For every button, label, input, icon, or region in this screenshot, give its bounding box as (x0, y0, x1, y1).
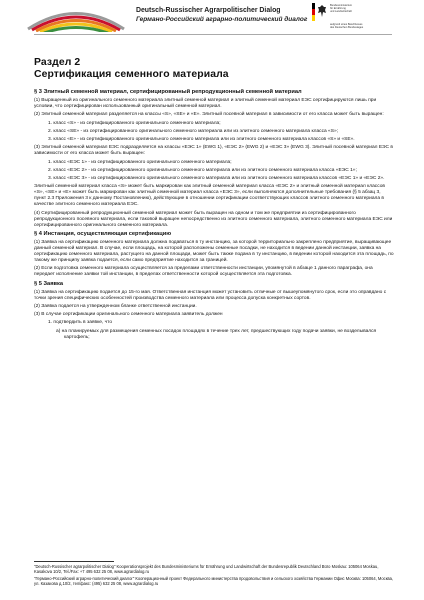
main-content (34, 57, 394, 343)
footer-line-de: "Deutsch-Russischer agrarpolitischer Dialog" Kooperationsprojekt des Bundesministeriums für Ernährung und Landwirtschaft der Bundesrepublik Deutschland Büro Moskau: 105064 Moskau, Kasakova 10/2, Tel./Fax: +7 495 632 25 08, www.agrardialog.ru (34, 564, 379, 575)
paragraph-heading: § 3 Элитный семенной материал, сертифицированный репродукционный семенной материал (34, 89, 302, 95)
paragraph: (1) Заявка на сертификацию семенного материала должна подаваться в ту инстанцию, за которой территориально закреплено предприятие, выращивающее данный семенной материал. В случае, если площадь, на которой расположены семенные посадки, не находится в ведении данной инстанции, заявка на сертификацию семенного материала, растущего на данной площади, может быть также подана в ту инстанцию, в ведении которой находится эта площадь, по такому же принципу заявка подается, если само предприятие находится за границей. (34, 239, 394, 264)
ministry-line-3: und Landwirtschaft (330, 10, 352, 13)
list-item: 1. подтвердить в заявке, что (48, 320, 113, 326)
eagle-icon (317, 4, 327, 18)
list-item: а) на планируемых для размещения семенных посадок площадях в течение трех лет, предшествующих году подачи заявки, не возделывался картофель; (56, 328, 377, 340)
paragraph-heading: § 4 Инстанция, осуществляющая сертификацию (34, 230, 172, 237)
section-subtitle: Сертификация семенного материала (34, 69, 229, 80)
header-title-de: Deutsch-Russischer Agrarpolitischer Dialog (136, 7, 281, 14)
paragraph: (2) Элитный семенной материал разделяется на классы «S», «SE» и «E». Элитный посевной материал в зависимости от его класса может быть выращен: (34, 112, 384, 118)
page-header (0, 0, 424, 34)
page-footer (34, 564, 394, 588)
footer-line-ru: "Германо-Российский аграрно-политический диалог" Кооперационный проект Федерального министерства продовольствия и сельского хозяйства Германии Офис Москва: 105064, Москва, ул. Казакова д.10/2, тел/факс: (495) 632 25 08, www.agrardialog.ru (34, 576, 394, 587)
paragraph: (2) Заявка подается на утвержденном бланке ответственной инстанции. (34, 303, 197, 309)
commission-line-2: des Deutschen Bundestages (330, 26, 364, 29)
list-item: 2. класс «SE» - из сертифицированного оригинального семенного материала или из элитного семенного материала класса «S»; (48, 128, 339, 134)
header-divider (34, 34, 392, 35)
list-item: 2. класс «ЕЭС 2» - из сертифицированного оригинального семенного материала или из элитного семенного материала класса «ЕЭС 1»; (48, 167, 357, 173)
paragraph: (2) Если подготовка семенного материала осуществляется за пределами ответственности инстанции, упомянутой в абзаце 1 данного параграфа, она передает исполнение заявки той инстанции, в пределах ответственности которой осуществляется эта подготовка. (34, 266, 373, 278)
list-item: 1. класс «ЕЭС 1» - из сертифицированного оригинального семенного материала; (48, 159, 232, 165)
dialog-logo (24, 2, 128, 32)
paragraph: (1) Выращенный из оригинального семенного материала элитный семенной материал и элитный семенной материал ЕЭС сертифицируются лишь при условии, что сертифицирован использованный оригинальный семенной материал. (34, 98, 377, 110)
paragraph: (3) В случае сертификации оригинального семенного материала заявитель должен (34, 312, 223, 318)
ministry-logo (312, 3, 404, 33)
paragraph: Элитный семенной материал класса «S» может быть маркирован как элитный семенной материал класса «ЕЭС 2» и элитный семенной материал классов «S», «SE» и «E» может быть маркирован как элитный семенной материал класса «ЕЭС 3», если выполняются дополнительные требования (§ 5 абзац 3, пункт 2.3 Приложения 3 к данному Постановлению), действующие в отношении сертификации соответствующих классов элитного семенного материала в качестве элитного семенного материала ЕЭС. (34, 184, 385, 208)
paragraph-heading: § 5 Заявка (34, 280, 64, 287)
list-item: 3. класс «E» - из сертифицированного оригинального семенного материала или из элитного семенного материала классов «S» и «SE». (48, 136, 355, 142)
ministry-line-1: Bundesministerium (330, 4, 353, 7)
german-flag-icon (312, 3, 315, 21)
commission-line-1: aufgrund eines Beschlusses (330, 23, 363, 26)
section-title: Раздел 2 (34, 57, 81, 68)
paragraph: (4) Сертифицированный репродукционный семенной материал может быть выращен на одном и том же предприятии из сертифицированного репродукционного посевного материала, если таковой выращен непосредственно из элитного семенного материала, элитного семенного материала ЕЭС или сертифицированного оригинального семенного материала. (34, 210, 393, 228)
paragraph: (3) Элитный семенной материал ЕЭС подразделяется на классы «ЕЭС 1» (EWG 1), «ЕЭС 2» (EWG 2) и «ЕЭС 3» (EWG 3). Элитный посевной материал ЕЭС в зависимости от его класса может быть выращен: (34, 145, 393, 157)
list-item: 3. класс «ЕЭС 3» - из сертифицированного оригинального семенного материала или из элитного семенного материала классов «ЕЭС 1» и «ЕЭС 2». (48, 175, 385, 181)
header-title-ru: Германо-Российский аграрно-политический диалог (136, 16, 308, 23)
footer-divider (34, 561, 114, 562)
ministry-line-2: für Ernährung (330, 7, 346, 10)
list-item: 1. класс «S» - из сертифицированного оригинального семенного материала; (48, 120, 221, 126)
paragraph: (1) Заявка на сертификацию подается до 15-го мая. Ответственная инстанция может установить отличные от вышеупомянутого срок, если это оправдано с точки зрения специфических особенностей производства семенного материала или процесса допуска конкретных сортов. (34, 289, 387, 301)
